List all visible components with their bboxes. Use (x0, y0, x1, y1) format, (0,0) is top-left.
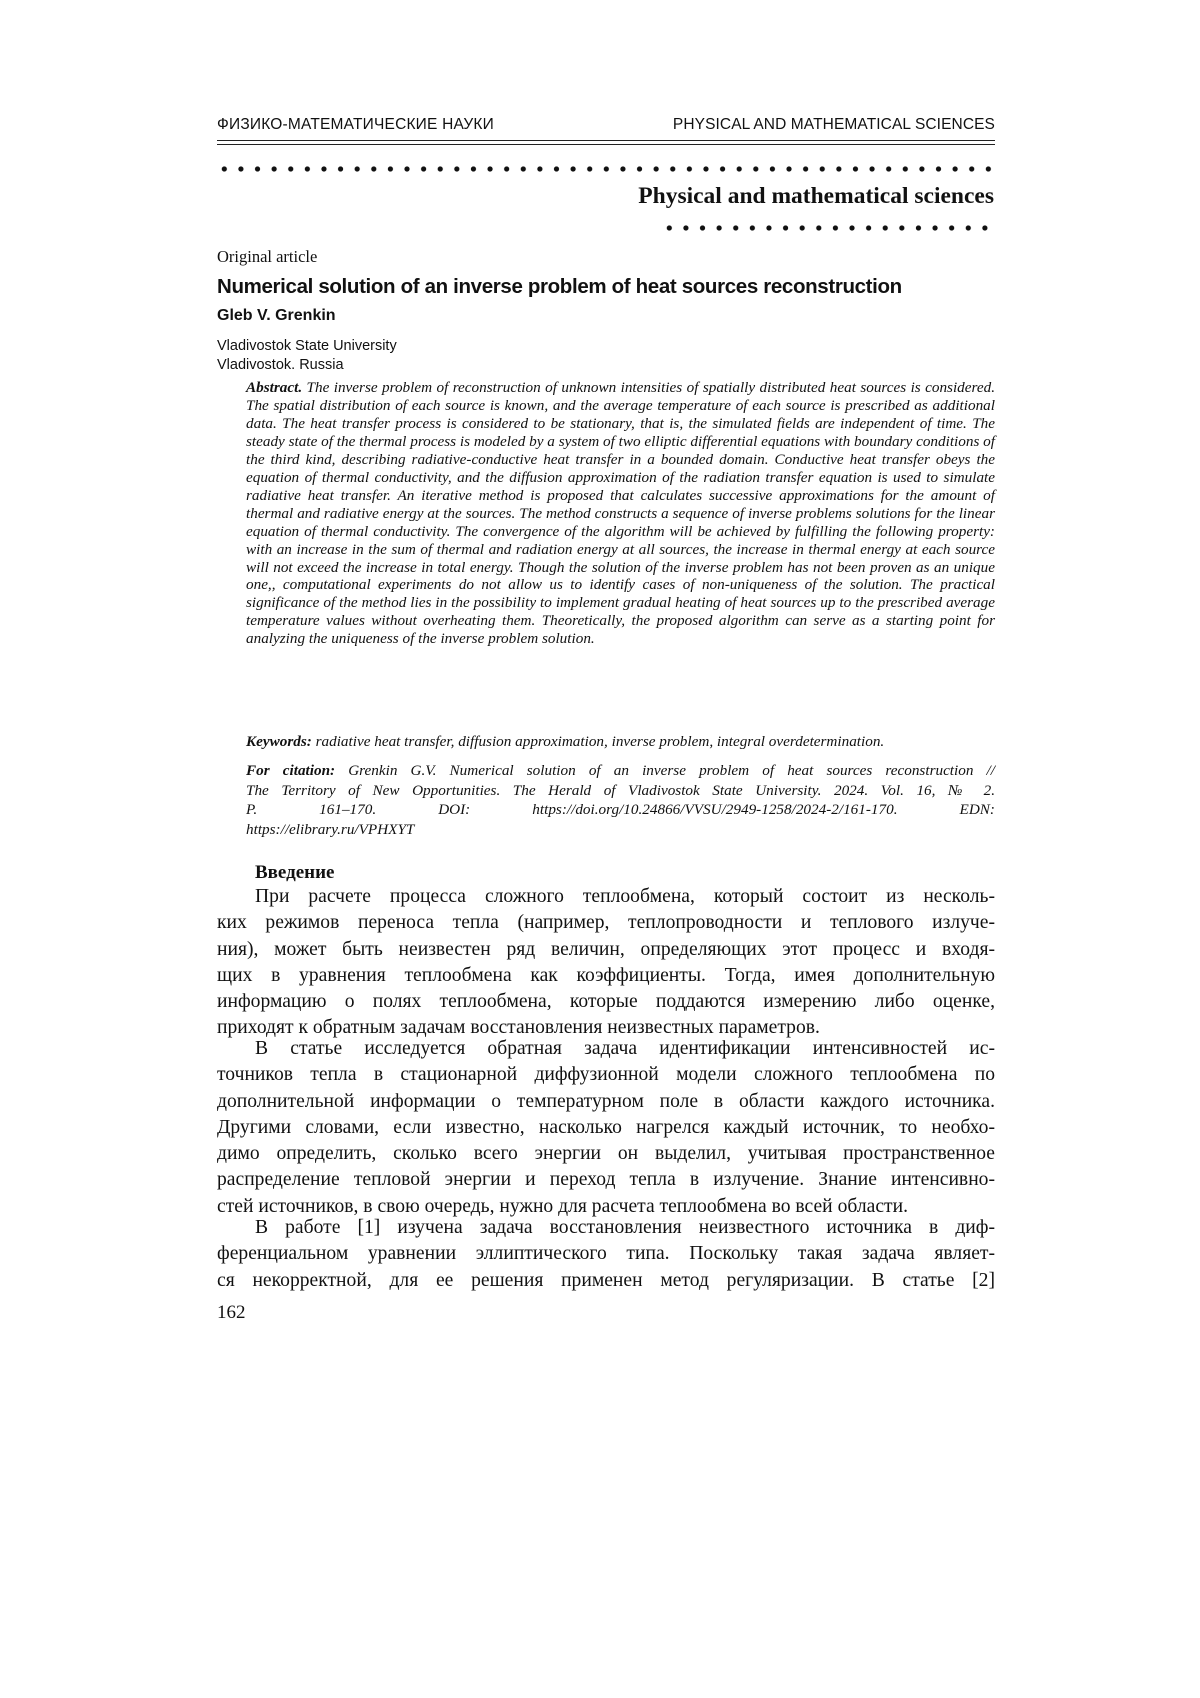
page-number: 162 (217, 1302, 246, 1323)
citation-line (246, 761, 995, 781)
citation-label: For citation: (246, 762, 336, 779)
text-line: стей источников, в свою очередь, нужно для расчета теплообмена во всей области. (217, 1195, 908, 1217)
text-line: Другими словами, если известно, насколько нагрелся каждый источник, то необхо- (217, 1116, 995, 1138)
text-line: распределение тепловой энергии и переход тепла в излучение. Знание интенсивно- (217, 1169, 995, 1191)
text-line: В работе [1] изучена задача восстановления неизвестного источника в диф- (255, 1217, 995, 1238)
citation-line: https://elibrary.ru/VPHXYT (246, 820, 415, 838)
text-line: приходят к обратным задачам восстановления неизвестных параметров. (217, 1017, 820, 1039)
section-title: Physical and mathematical sciences (638, 183, 994, 209)
text-line: ференциальном уравнении эллиптического типа. Поскольку такая задача являет- (217, 1243, 995, 1265)
citation-line: P. 161–170. DOI: https://doi.org/10.24866/VVSU/2949-1258/2024-2/161-170. EDN: (246, 801, 995, 818)
intro-heading: Введение (255, 862, 335, 883)
text-line: ких режимов переноса тепла (например, теплопроводности и теплового излуче- (217, 912, 995, 934)
text-line: ся некорректной, для ее решения применен метод регуляризации. В статье [2] (217, 1269, 995, 1291)
body-paragraph (217, 1215, 995, 1294)
text-line: точников тепла в стационарной диффузионной модели сложного теплообмена по (217, 1064, 995, 1086)
dotted-separator-bottom (661, 225, 994, 231)
text-line: щих в уравнения теплообмена как коэффициенты. Тогда, имея дополнительную (217, 964, 995, 986)
text-line: дополнительной информации о температурном поле в области каждого источника. (217, 1090, 995, 1112)
affiliation-city: Vladivostok. Russia (217, 357, 344, 373)
text-line: димо определить, сколько всего энергии он выделил, учитывая пространственное (217, 1143, 995, 1165)
keywords-label: Keywords: (246, 733, 312, 750)
article-title: Numerical solution of an inverse problem of heat sources reconstruction (217, 275, 902, 298)
abstract-text: The inverse problem of reconstruction of unknown intensities of spatially distributed heat sources is considered. The spatial distribution of each source is known, and the average temperature of each source is prescribed as additional data. The heat transfer process is considered to be stationary, that is, the simulated fields are independent of time. The steady state of the thermal process is modeled by a system of two elliptic differential equations with boundary conditions of the third kind, describing radiative-conductive heat transfer in a bounded domain. Conductive heat transfer obeys the equation of thermal conductivity, and the diffusion approximation of the radiation transfer equation is used to simulate radiative heat transfer. An iterative method is proposed that calculates successive approximations for the amount of thermal and radiative energy at the sources. The method constructs a sequence of inverse problems solutions for the linear equation of thermal conductivity. The convergence of the algorithm will be achieved by fulfilling the following property: with an increase in the sum of thermal and radiation energy at all sources, the increase in thermal energy at each source will not exceed the increase in total energy. Though the solution of the inverse problem has not been proven as an unique one,, computational experiments do not allow us to identify cases of non-uniqueness of the solution. The practical significance of the method lies in the possibility to implement gradual heating of heat sources up to the prescribed average temperature values without overheating them. Theoretically, the proposed algorithm can serve as a starting point for analyzing the uniqueness of the inverse problem solution. (246, 379, 995, 648)
keywords (246, 733, 995, 751)
header-rule-top (217, 140, 995, 141)
author-affiliation (217, 337, 397, 375)
abstract-label: Abstract. (246, 379, 303, 396)
text-line: При расчете процесса сложного теплообмена, который состоит из несколь- (255, 886, 995, 907)
body-paragraph (217, 1036, 995, 1220)
body-paragraph (217, 884, 995, 1042)
citation-text: Grenkin G.V. Numerical solution of an inverse problem of heat sources reconstruction // (348, 762, 996, 779)
header-rule-bottom (217, 144, 995, 145)
affiliation-university: Vladivostok State University (217, 338, 397, 354)
dotted-separator-top (216, 166, 997, 172)
citation-line: The Territory of New Opportunities. The Herald of Vladivostok State University. 2024. Vol. 16, № 2. (246, 781, 995, 799)
running-head-left: ФИЗИКО-МАТЕМАТИЧЕСКИЕ НАУКИ (217, 116, 494, 133)
abstract (246, 379, 995, 648)
keywords-text: radiative heat transfer, diffusion approximation, inverse problem, integral overdetermination. (315, 733, 885, 750)
text-line: ния), может быть неизвестен ряд величин, определяющих этот процесс и входя- (217, 938, 995, 960)
article-type: Original article (217, 247, 318, 266)
citation (246, 761, 995, 839)
author-name: Gleb V. Grenkin (217, 307, 336, 324)
running-head-right: PHYSICAL AND MATHEMATICAL SCIENCES (672, 116, 995, 133)
text-line: В статье исследуется обратная задача идентификации интенсивностей ис- (255, 1038, 995, 1059)
running-head (217, 116, 995, 138)
text-line: информацию о полях теплообмена, которые поддаются измерению либо оценке, (217, 991, 995, 1013)
